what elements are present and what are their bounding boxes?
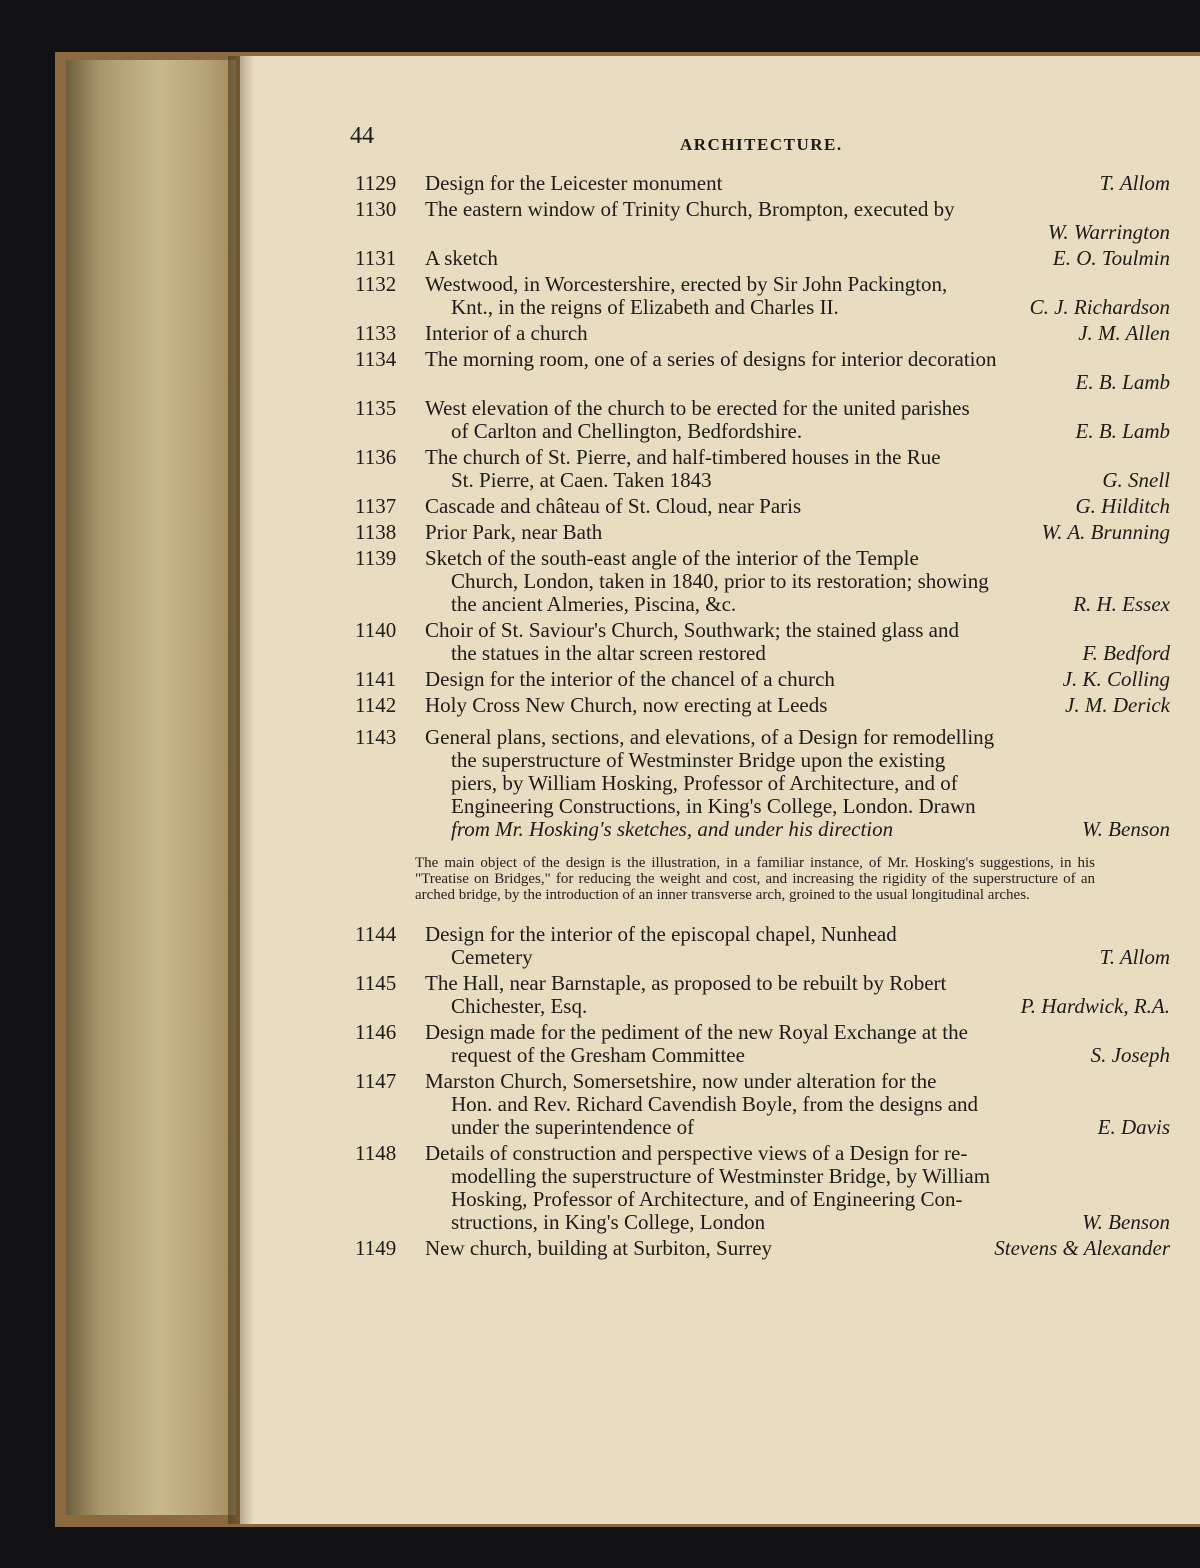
catalogue-entry bbox=[355, 322, 1170, 345]
entry-title-cont: under the superintendence of bbox=[451, 1115, 695, 1139]
entry-title-cont: Cemetery bbox=[451, 945, 533, 969]
catalogue-entry bbox=[355, 1237, 1170, 1260]
catalogue-entry bbox=[355, 172, 1170, 195]
entry-number: 1136 bbox=[355, 445, 397, 469]
entry-number: 1129 bbox=[355, 171, 397, 195]
entry-title: A sketch bbox=[425, 246, 498, 270]
entry-title-cont: the statues in the altar screen restored bbox=[451, 641, 766, 665]
entry-title: West elevation of the church to be erected for the united parishes bbox=[425, 396, 970, 420]
entry-artist: W. Benson bbox=[1082, 817, 1170, 841]
entry-number: 1134 bbox=[355, 347, 397, 371]
catalogue-entry bbox=[355, 547, 1170, 616]
entry-number: 1141 bbox=[355, 667, 397, 691]
entry-title-cont: Chichester, Esq. bbox=[451, 994, 588, 1018]
entry-number: 1132 bbox=[355, 272, 397, 296]
entry-title: Details of construction and perspective views of a Design for re- bbox=[425, 1141, 968, 1165]
entry-artist: C. J. Richardson bbox=[1029, 295, 1170, 319]
entry-artist: T. Allom bbox=[1099, 945, 1170, 969]
entry-number: 1137 bbox=[355, 494, 397, 518]
entry-number: 1135 bbox=[355, 396, 397, 420]
entry-title: Westwood, in Worcestershire, erected by Sir John Packington, bbox=[425, 272, 948, 296]
catalogue-entry bbox=[355, 198, 1170, 244]
entry-title: The Hall, near Barnstaple, as proposed to be rebuilt by Robert bbox=[425, 971, 947, 995]
entry-number: 1133 bbox=[355, 321, 397, 345]
entry-title-cont: St. Pierre, at Caen. Taken 1843 bbox=[451, 468, 712, 492]
entry-title: The morning room, one of a series of designs for interior decoration bbox=[425, 347, 997, 371]
entry-title-cont: from Mr. Hosking's sketches, and under his direction bbox=[451, 817, 894, 841]
entry-number: 1146 bbox=[355, 1020, 397, 1044]
page-gutter-shadow bbox=[228, 56, 254, 1524]
catalogue-entry bbox=[355, 1021, 1170, 1067]
entry-artist: S. Joseph bbox=[1090, 1043, 1170, 1067]
entry-artist: J. M. Derick bbox=[1065, 693, 1170, 717]
entry-title: The church of St. Pierre, and half-timbered houses in the Rue bbox=[425, 445, 941, 469]
entry-number: 1131 bbox=[355, 246, 397, 270]
entry-number: 1149 bbox=[355, 1236, 397, 1260]
entry-title-cont: Knt., in the reigns of Elizabeth and Charles II. bbox=[451, 295, 839, 319]
entry-title: The eastern window of Trinity Church, Brompton, executed by bbox=[425, 197, 955, 221]
entry-title-cont: Engineering Constructions, in King's College, London. Drawn bbox=[451, 794, 976, 818]
entry-title: Choir of St. Saviour's Church, Southwark; the stained glass and bbox=[425, 618, 959, 642]
catalogue-entry bbox=[355, 668, 1170, 691]
entry-title-cont: request of the Gresham Committee bbox=[451, 1043, 745, 1067]
catalogue-entry bbox=[355, 694, 1170, 717]
entry-artist: F. Bedford bbox=[1082, 641, 1170, 665]
entry-artist: E. O. Toulmin bbox=[1052, 246, 1170, 270]
catalogue-entry bbox=[355, 1142, 1170, 1234]
page-edges bbox=[66, 60, 236, 1515]
entry-title: Design for the interior of the episcopal chapel, Nunhead bbox=[425, 922, 897, 946]
entry-number: 1147 bbox=[355, 1069, 397, 1093]
entry-number: 1130 bbox=[355, 197, 397, 221]
entry-title-cont: Hosking, Professor of Architecture, and of Engineering Con- bbox=[451, 1187, 963, 1211]
entry-artist: E. B. Lamb bbox=[1075, 419, 1170, 443]
entry-artist: J. M. Allen bbox=[1078, 321, 1170, 345]
catalogue-entry bbox=[355, 726, 1170, 841]
entry-number: 1145 bbox=[355, 971, 397, 995]
entry-title: General plans, sections, and elevations, of a Design for remodelling bbox=[425, 725, 995, 749]
entry-title: New church, building at Surbiton, Surrey bbox=[425, 1236, 773, 1260]
entry-number: 1138 bbox=[355, 520, 397, 544]
entry-artist: Stevens & Alexander bbox=[994, 1236, 1170, 1260]
entry-title-cont: of Carlton and Chellington, Bedfordshire. bbox=[451, 419, 803, 443]
entry-number: 1148 bbox=[355, 1141, 397, 1165]
entry-footnote: The main object of the design is the illustration, in a familiar instance, of Mr. Hosking's suggestions, in his "Treatise on Bridges," for reducing the weight and cost, and increasing the rigidity of the superstructure of an arched bridge, by the introduction of an inner transverse arch, groined to the usual longitudinal arches. bbox=[415, 855, 1095, 903]
entry-title: Design for the interior of the chancel of a church bbox=[425, 667, 835, 691]
entry-artist: G. Snell bbox=[1102, 468, 1170, 492]
catalogue-entry bbox=[355, 348, 1170, 394]
entry-title: Sketch of the south-east angle of the interior of the Temple bbox=[425, 546, 919, 570]
entry-number: 1142 bbox=[355, 693, 397, 717]
entry-artist: W. Warrington bbox=[1047, 220, 1170, 244]
catalogue-entry bbox=[355, 495, 1170, 518]
entry-artist: J. K. Colling bbox=[1062, 667, 1170, 691]
catalogue-entry bbox=[355, 446, 1170, 492]
entry-title-cont: modelling the superstructure of Westminster Bridge, by William bbox=[451, 1164, 991, 1188]
catalogue-entry bbox=[355, 972, 1170, 1018]
entry-title: Cascade and château of St. Cloud, near Paris bbox=[425, 494, 802, 518]
entry-title-cont: the superstructure of Westminster Bridge upon the existing bbox=[451, 748, 946, 772]
catalogue-entry bbox=[355, 1070, 1170, 1139]
entry-title-cont: piers, by William Hosking, Professor of Architecture, and of bbox=[451, 771, 958, 795]
page-header bbox=[350, 123, 1170, 163]
entry-artist: W. Benson bbox=[1082, 1210, 1170, 1234]
entry-title: Holy Cross New Church, now erecting at Leeds bbox=[425, 693, 828, 717]
catalogue-entry bbox=[355, 923, 1170, 969]
entry-artist: G. Hilditch bbox=[1075, 494, 1170, 518]
entry-title: Marston Church, Somersetshire, now under alteration for the bbox=[425, 1069, 937, 1093]
entry-artist: E. B. Lamb bbox=[1075, 370, 1170, 394]
entry-artist: W. A. Brunning bbox=[1041, 520, 1170, 544]
entry-number: 1144 bbox=[355, 922, 397, 946]
catalogue-entries bbox=[355, 172, 1170, 1263]
entry-title-cont: the ancient Almeries, Piscina, &c. bbox=[451, 592, 737, 616]
running-title: ARCHITECTURE. bbox=[680, 135, 843, 154]
entry-title-cont: Church, London, taken in 1840, prior to its restoration; showing bbox=[451, 569, 989, 593]
entry-title: Design made for the pediment of the new Royal Exchange at the bbox=[425, 1020, 968, 1044]
catalogue-entry bbox=[355, 397, 1170, 443]
catalogue-entry bbox=[355, 247, 1170, 270]
page-number: 44 bbox=[350, 123, 374, 149]
catalogue-entry bbox=[355, 619, 1170, 665]
catalogue-entry bbox=[355, 273, 1170, 319]
entry-title: Interior of a church bbox=[425, 321, 588, 345]
entry-title-cont: Hon. and Rev. Richard Cavendish Boyle, from the designs and bbox=[451, 1092, 979, 1116]
entry-title: Design for the Leicester monument bbox=[425, 171, 723, 195]
entry-artist: E. Davis bbox=[1097, 1115, 1170, 1139]
entry-title-cont: structions, in King's College, London bbox=[451, 1210, 766, 1234]
entry-title: Prior Park, near Bath bbox=[425, 520, 603, 544]
entry-number: 1143 bbox=[355, 725, 397, 749]
catalogue-entry bbox=[355, 521, 1170, 544]
entry-artist: P. Hardwick, R.A. bbox=[1020, 994, 1170, 1018]
entry-number: 1139 bbox=[355, 546, 397, 570]
entry-artist: R. H. Essex bbox=[1073, 592, 1170, 616]
entry-number: 1140 bbox=[355, 618, 397, 642]
entry-artist: T. Allom bbox=[1099, 171, 1170, 195]
